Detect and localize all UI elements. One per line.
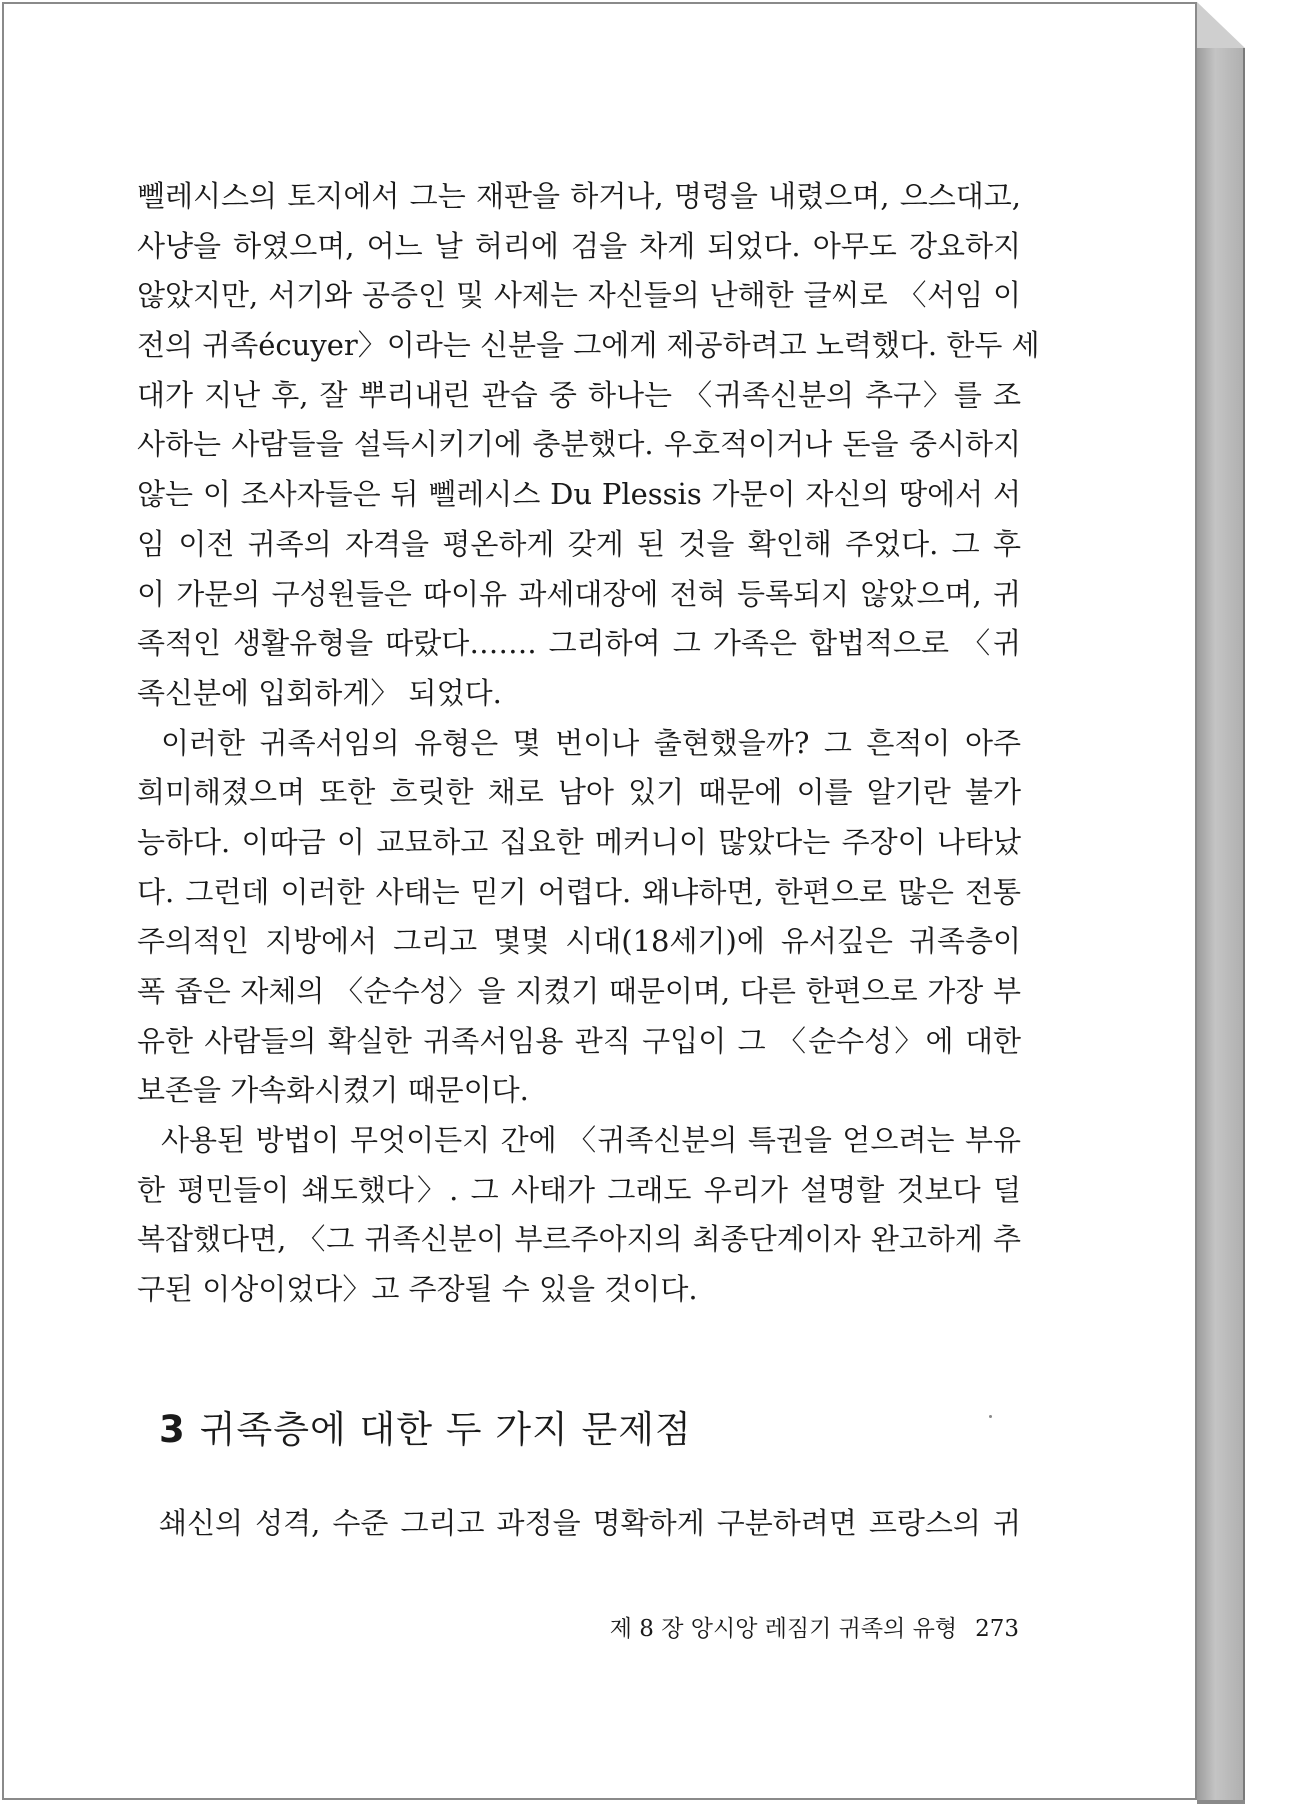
text-line: 보존을 가속화시켰기 때문이다. xyxy=(137,1073,529,1108)
text-line: 이 가문의 구성원들은 따이유 과세대장에 전혀 등록되지 않았으며, 귀 xyxy=(137,576,1021,611)
book-top-edge xyxy=(1197,2,1245,48)
text-line: 사하는 사람들을 설득시키기에 충분했다. 우호적이거나 돈을 중시하지 xyxy=(137,427,1021,462)
text-line: 희미해졌으며 또한 흐릿한 채로 남아 있기 때문에 이를 알기란 불가 xyxy=(137,775,1021,810)
body-text xyxy=(137,172,1040,1315)
text-line: 뻴레시스의 토지에서 그는 재판을 하거나, 명령을 내렸으며, 으스대고, xyxy=(137,179,1021,213)
text-line: 않았지만, 서기와 공증인 및 사제는 자신들의 난해한 글씨로 〈서임 이 xyxy=(137,278,1021,313)
text-line: 않는 이 조사자들은 뒤 뻴레시스 Du Plessis 가문이 자신의 땅에서 서 xyxy=(137,477,1021,512)
paragraph-start-line: 이러한 귀족서임의 유형은 몇 번이나 출현했을까? 그 흔적이 아주 xyxy=(161,725,1021,760)
text-line: 족신분에 입회하게〉 되었다. xyxy=(137,675,502,710)
page-number: 273 xyxy=(975,1616,1019,1642)
text-line: 다. 그런데 이러한 사태는 믿기 어렵다. 왜냐하면, 한편으로 많은 전통 xyxy=(137,874,1021,909)
section-first-line: 쇄신의 성격, 수준 그리고 과정을 명확하게 구분하려면 프랑스의 귀 xyxy=(159,1506,1021,1540)
text-line: 임 이전 귀족의 자격을 평온하게 갖게 된 것을 확인해 주었다. 그 후 xyxy=(137,526,1021,561)
text-line: 족적인 생활유형을 따랐다……. 그리하여 그 가족은 합법적으로 〈귀 xyxy=(137,626,1021,661)
text-line: 사냥을 하였으며, 어느 날 허리에 검을 차게 되었다. 아무도 강요하지 xyxy=(137,228,1021,263)
text-line: 주의적인 지방에서 그리고 몇몇 시대(18세기)에 유서깊은 귀족층이 xyxy=(137,924,1021,959)
text-line: 한 평민들이 쇄도했다〉. 그 사태가 그래도 우리가 설명할 것보다 덜 xyxy=(137,1172,1021,1207)
book-page xyxy=(2,2,1197,1800)
text-line: 대가 지난 후, 잘 뿌리내린 관습 중 하나는 〈귀족신분의 추구〉를 조 xyxy=(137,377,1021,412)
paragraph-start-line: 사용된 방법이 무엇이든지 간에 〈귀족신분의 특권을 얻으려는 부유 xyxy=(161,1123,1021,1158)
scan-speck xyxy=(989,1415,992,1418)
section-number: 3 xyxy=(159,1408,186,1451)
text-line: 복잡했다면, 〈그 귀족신분이 부르주아지의 최종단계이자 완고하게 추 xyxy=(137,1222,1021,1257)
running-head: 제 8 장 앙시앙 레짐기 귀족의 유형 xyxy=(609,1616,958,1642)
text-line: 유한 사람들의 확실한 귀족서임용 관직 구입이 그 〈순수성〉에 대한 xyxy=(137,1023,1021,1058)
text-line: 전의 귀족écuyer〉이라는 신분을 그에게 제공하려고 노력했다. 한두 세 xyxy=(137,328,1040,363)
section-heading xyxy=(159,1399,692,1453)
section-title: 귀족층에 대한 두 가지 문제점 xyxy=(199,1408,692,1451)
text-line: 폭 좁은 자체의 〈순수성〉을 지켰기 때문이며, 다른 한편으로 가장 부 xyxy=(137,974,1021,1008)
text-line: 능하다. 이따금 이 교묘하고 집요한 메커니이 많았다는 주장이 나타났 xyxy=(137,824,1021,859)
book-spine-side xyxy=(1197,48,1245,1800)
book-bottom-edge xyxy=(1197,1800,1245,1804)
page-footer xyxy=(609,1610,1019,1643)
text-line: 구된 이상이었다〉고 주장될 수 있을 것이다. xyxy=(137,1272,698,1307)
